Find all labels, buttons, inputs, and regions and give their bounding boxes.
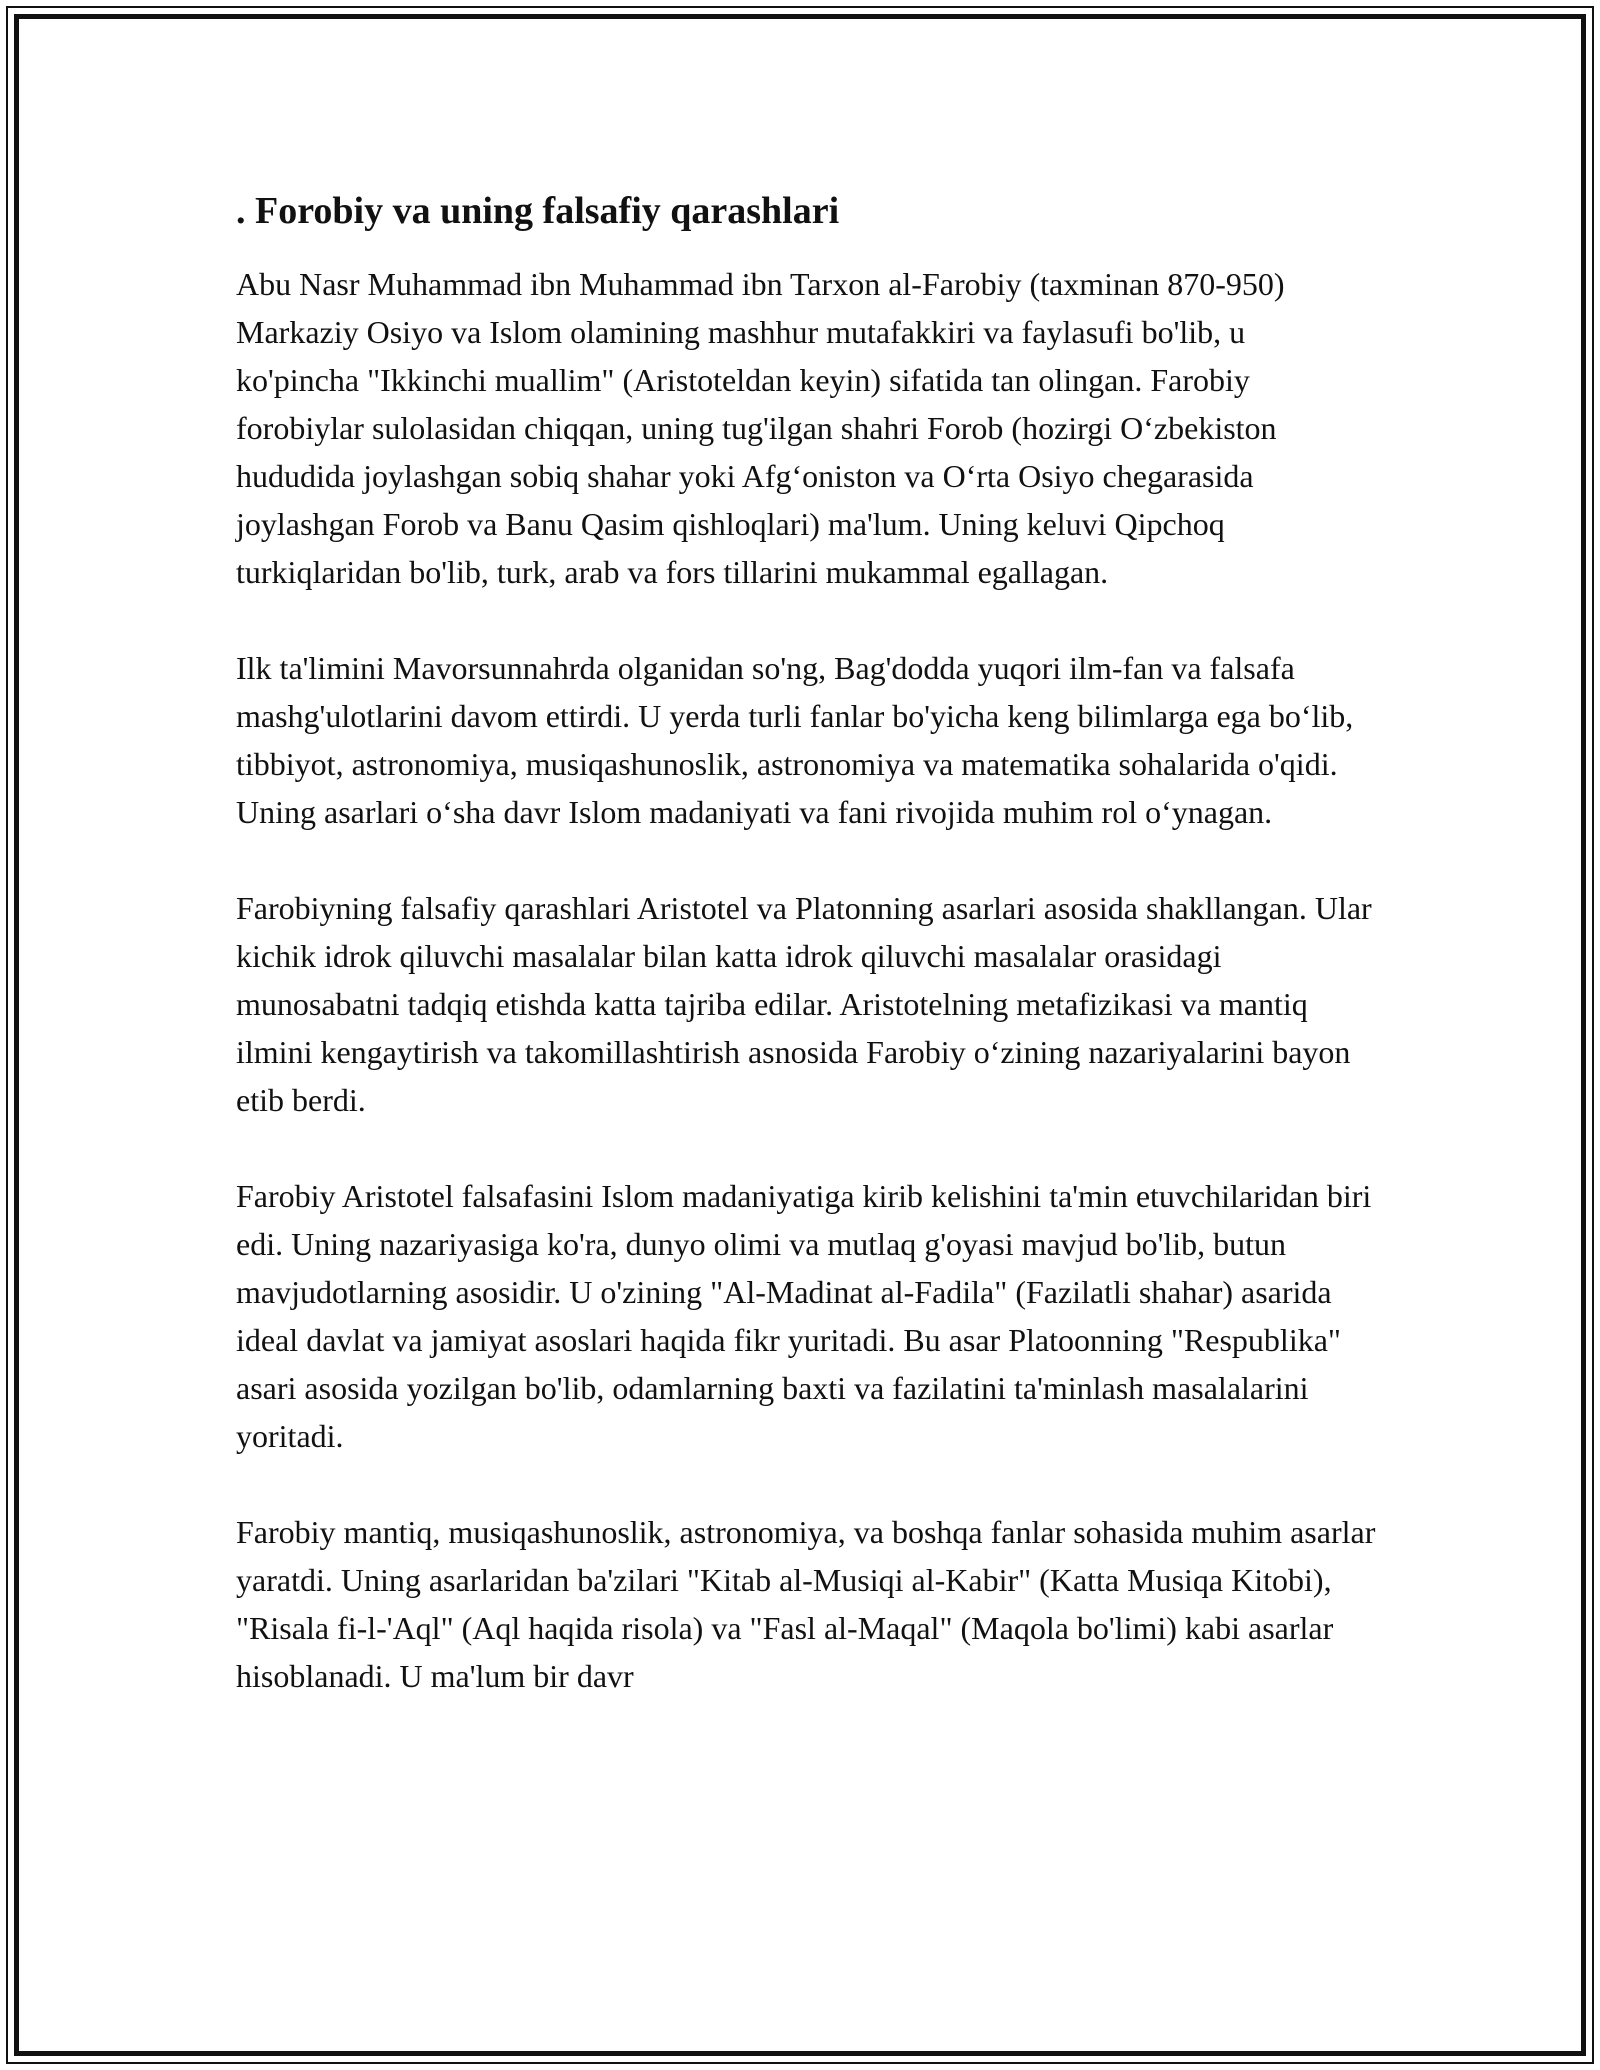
paragraph-2: Ilk ta'limini Mavorsunnahrda olganidan so'ng, Bag'dodda yuqori ilm-fan va falsafa mashg'ulotlarini davom ettirdi. U yerda turli fanlar bo'yicha keng bilimlarga ega boʻlib, tibbiyot, astronomiya, musiqashunoslik, astronomiya va matematika sohalarida o'qidi. Uning asarlari oʻsha davr Islom madaniyati va fani rivojida muhim rol oʻynagan.: [236, 650, 1354, 830]
paragraph-5: Farobiy mantiq, musiqashunoslik, astronomiya, va boshqa fanlar sohasida muhim asarlar yaratdi. Uning asarlaridan ba'zilari "Kitab al-Musiqi al-Kabir" (Katta Musiqa Kitobi), "Risala fi-l-'Aql" (Aql haqida risola) va "Fasl al-Maqal" (Maqola bo'limi) kabi asarlar hisoblanadi. U ma'lum bir davr: [236, 1514, 1376, 1694]
document-body: [236, 186, 1376, 1748]
paragraph-4: Farobiy Aristotel falsafasini Islom madaniyatiga kirib kelishini ta'min etuvchilaridan biri edi. Uning nazariyasiga ko'ra, dunyo olimi va mutlaq g'oyasi mavjud bo'lib, butun mavjudotlarning asosidir. U o'zining "Al-Madinat al-Fadila" (Fazilatli shahar) asarida ideal davlat va jamiyat asoslari haqida fikr yuritadi. Bu asar Platoonning "Respublika" asari asosida yozilgan bo'lib, odamlarning baxti va fazilatini ta'minlash masalalarini yoritadi.: [236, 1178, 1372, 1454]
paragraph-3: Farobiyning falsafiy qarashlari Aristotel va Platonning asarlari asosida shakllangan. Ular kichik idrok qiluvchi masalalar bilan katta idrok qiluvchi masalalar orasidagi munosabatni tadqiq etishda katta tajriba edilar. Aristotelning metafizikasi va mantiq ilmini kengaytirish va takomillashtirish asnosida Farobiy oʻzining nazariyalarini bayon etib berdi.: [236, 890, 1372, 1118]
paragraph-1: Abu Nasr Muhammad ibn Muhammad ibn Tarxon al-Farobiy (taxminan 870-950) Markaziy Osiyo va Islom olamining mashhur mutafakkiri va faylasufi bo'lib, u ko'pincha "Ikkinchi muallim" (Aristoteldan keyin) sifatida tan olingan. Farobiy forobiylar sulolasidan chiqqan, uning tug'ilgan shahri Forob (hozirgi Oʻzbekiston hududida joylashgan sobiq shahar yoki Afgʻoniston va Oʻrta Osiyo chegarasida joylashgan Forob va Banu Qasim qishloqlari) ma'lum. Uning keluvi Qipchoq turkiqlaridan bo'lib, turk, arab va fors tillarini mukammal egallagan.: [236, 266, 1285, 590]
document-title: . Forobiy va uning falsafiy qarashlari: [236, 190, 840, 232]
